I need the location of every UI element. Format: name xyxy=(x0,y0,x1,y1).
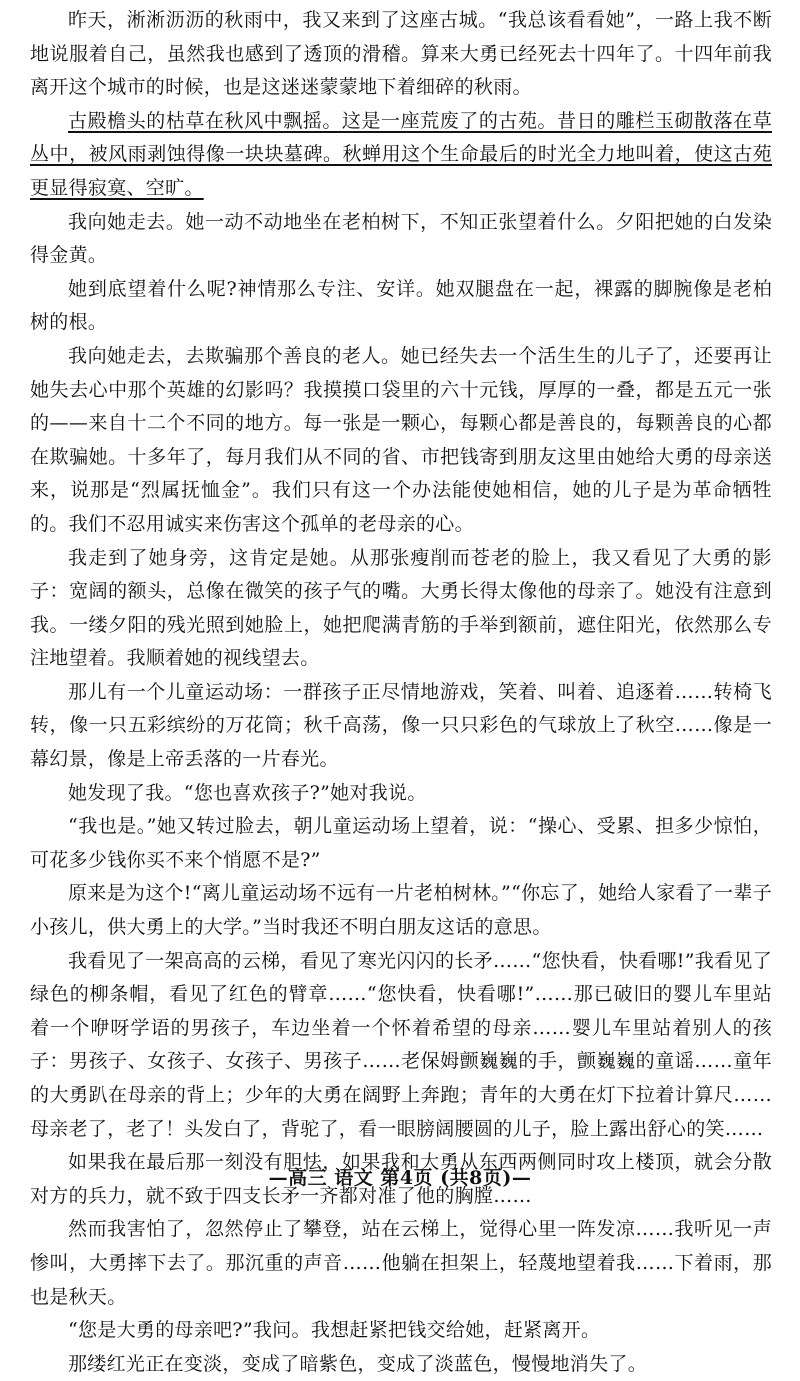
paragraph-2-underlined xyxy=(30,105,772,206)
paragraph-15: 那缕红光正在变淡，变成了暗紫色，变成了淡蓝色，慢慢地消失了。 xyxy=(68,1352,648,1375)
paragraph-1: 昨天，淅淅沥沥的秋雨中，我又来到了这座古城。“我总该看看她”，一路上我不断地说服着自己，虽然我也感到了透顶的滑稽。算来大勇已经死去十四年了。十四年前我离开这个城市的时候，也是这迷迷蒙蒙地下着细碎的秋雨。 xyxy=(30,9,772,99)
paragraph-8: 她发现了我。“您也喜欢孩子?”她对我说。 xyxy=(68,781,427,804)
paragraph-6: 我走到了她身旁，这肯定是她。从那张瘦削而苍老的脸上，我又看见了大勇的影子：宽阔的额头，总像在微笑的孩子气的嘴。大勇长得太像他的母亲了。她没有注意到我。一缕夕阳的残光照到她脸上，她把爬满青筋的手举到额前，遮住阳光，依然那么专注地望着。我顺着她的视线望去。 xyxy=(30,546,772,670)
paragraph-4: 她到底望着什么呢?神情那么专注、安详。她双腿盘在一起，裸露的脚腕像是老柏树的根。 xyxy=(30,277,772,334)
paragraph-5: 我向她走去，去欺骗那个善良的老人。她已经失去一个活生生的儿子了，还要再让她失去心中那个英雄的幻影吗？我摸摸口袋里的六十元钱，厚厚的一叠，都是五元一张的——来自十二个不同的地方。每一张是一颗心，每颗心都是善良的，每颗善良的心都在欺骗她。十多年了，每月我们从不同的省、市把钱寄到朋友这里由她给大勇的母亲送来，说那是“烈属抚恤金”。我们只有这一个办法能使她相信，她的儿子是为革命牺牲的。我们不忍用诚实来伤害这个孤单的老母亲的心。 xyxy=(30,344,772,535)
underlined-passage: 古殿檐头的枯草在秋风中飘摇。这是一座荒废了的古苑。昔日的雕栏玉砌散落在草丛中，被风雨剥蚀得像一块块墓碑。秋蝉用这个生命最后的时光全力地叫着，使这古苑更显得寂寞、空旷。 xyxy=(30,109,772,199)
paragraph-13: 然而我害怕了，忽然停止了攀登，站在云梯上，觉得心里一阵发凉……我听见一声惨叫，大勇摔下去了。那沉重的声音……他躺在担架上，轻蔑地望着我……下着雨，那也是秋天。 xyxy=(30,1218,772,1308)
paragraph-9: “我也是。”她又转过脸去，朝儿童运动场上望着，说：“操心、受累、担多少惊怕，可花多少钱你买不来个悄愿不是?” xyxy=(30,815,772,871)
paragraph-3: 我向她走去。她一动不动地坐在老柏树下，不知正张望着什么。夕阳把她的白发染得金黄。 xyxy=(30,210,772,267)
paragraph-11: 我看见了一架高高的云梯，看见了寒光闪闪的长矛……“您快看，快看哪!”我看见了绿色的柳条帽，看见了红色的臂章……“您快看，快看哪!”……那已破旧的婴儿车里站着一个咿呀学语的男孩子，车边坐着一个怀着希望的母亲……婴儿车里站着别人的孩子：男孩子、女孩子、女孩子、男孩子……老保姆颤巍巍的手，颤巍巍的童谣……童年的大勇趴在母亲的背上；少年的大勇在阔野上奔跑；青年的大勇在灯下拉着计算尺……母亲老了，老了！头发白了，背驼了，看一眼膀阔腰圆的儿子，脸上露出舒心的笑…… xyxy=(30,949,772,1140)
paragraph-10: 原来是为这个!“离儿童运动场不远有一片老柏树林。”“你忘了，她给人家看了一辈子小孩儿，供大勇上的大学。”当时我还不明白朋友这话的意思。 xyxy=(30,882,772,939)
paragraph-12: 如果我在最后那一刻没有胆怯，如果我和大勇从东西两侧同时攻上楼顶，就会分散对方的兵力，就不致于四支长矛一齐都对准了他的胸膛…… xyxy=(30,1151,772,1207)
paragraph-14: “您是大勇的母亲吧?”我问。我想赶紧把钱交给她，赶紧离开。 xyxy=(68,1319,601,1342)
page-footer: —高三 语文 第4页 (共8页)— xyxy=(268,1167,532,1189)
paragraph-7: 那儿有一个儿童运动场：一群孩子正尽情地游戏，笑着、叫着、追逐着……转椅飞转，像一只五彩缤纷的万花筒；秋千高荡，像一只只彩色的气球放上了秋空……像是一幕幻景，像是上帝丢落的一片春光。 xyxy=(30,680,772,771)
